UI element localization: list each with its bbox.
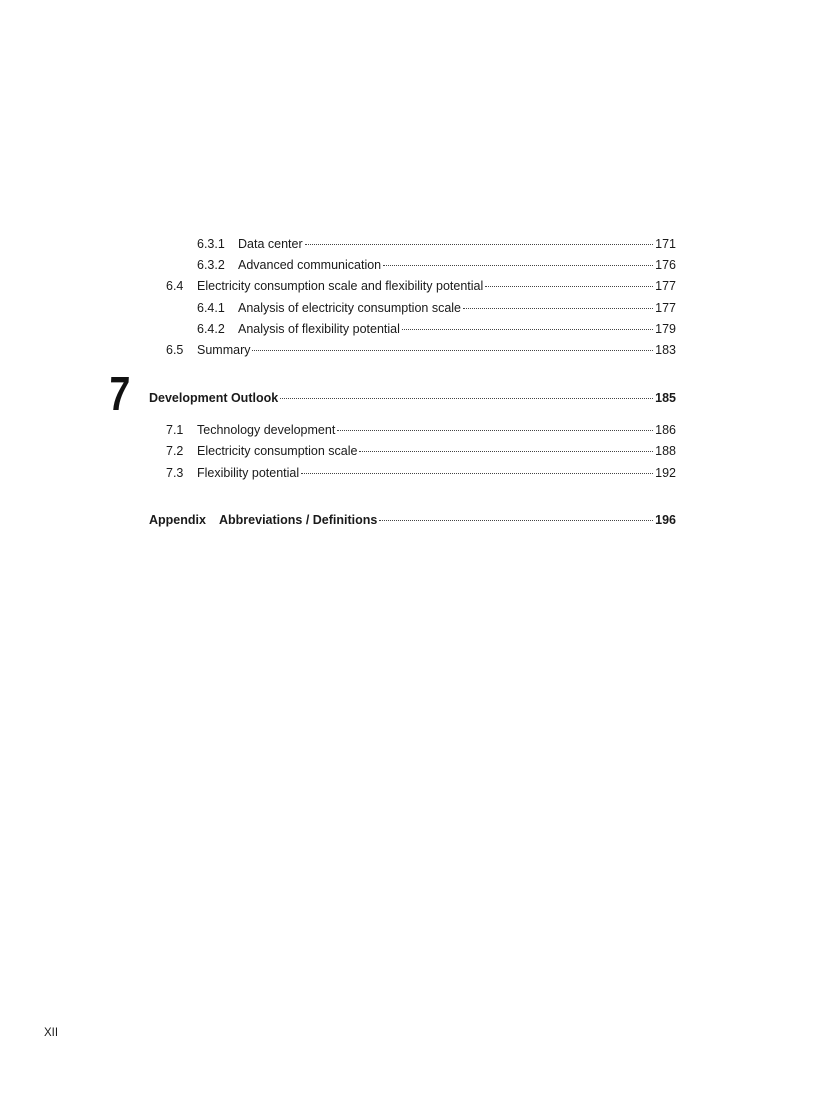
dot-leader [485, 272, 653, 287]
toc-chapter-page: 185 [655, 391, 676, 405]
toc-appendix[interactable] [149, 509, 676, 528]
toc-entry-6-4[interactable] [166, 275, 676, 294]
toc-entry-number: 6.3.1 [197, 237, 225, 251]
toc-entry-title: Data center [238, 237, 303, 251]
toc-entry-6-4-1[interactable] [197, 297, 676, 316]
dot-leader [301, 459, 653, 474]
toc-entry-page: 192 [655, 466, 676, 480]
dot-leader [305, 230, 654, 245]
dot-leader [252, 336, 653, 351]
toc-entry-title: Advanced communication [238, 258, 382, 272]
toc-entry-page: 177 [655, 301, 676, 315]
toc-entry-title: Analysis of flexibility potential [238, 322, 400, 336]
toc-entry-title: Technology development [197, 423, 336, 437]
toc-entry-6-5[interactable] [166, 339, 676, 358]
toc-entry-number: 7.2 [166, 444, 184, 458]
toc-appendix-title: Abbreviations / Definitions [219, 513, 378, 527]
toc-entry-7-3[interactable] [166, 462, 676, 481]
toc-entry-page: 171 [655, 237, 676, 251]
toc-entry-page: 179 [655, 322, 676, 336]
toc-entry-6-4-2[interactable] [197, 318, 676, 337]
toc-entry-number: 7.1 [166, 423, 184, 437]
toc-chapter-7[interactable] [149, 387, 676, 406]
toc-entry-number: 6.4.2 [197, 322, 225, 336]
toc-entry-number: 6.4 [166, 279, 184, 293]
dot-leader [379, 506, 653, 521]
toc-appendix-page: 196 [655, 513, 676, 527]
toc-entry-title: Electricity consumption scale and flexibility potential [197, 279, 484, 293]
toc-entry-page: 177 [655, 279, 676, 293]
page-number: XII [44, 1027, 59, 1039]
dot-leader [280, 384, 653, 399]
dot-leader [359, 437, 653, 452]
toc-entry-page: 183 [655, 343, 676, 357]
toc-entry-page: 176 [655, 258, 676, 272]
dot-leader [463, 294, 653, 309]
toc-entry-number: 6.5 [166, 343, 184, 357]
toc-entry-6-3-1[interactable] [197, 233, 676, 252]
dot-leader [383, 251, 653, 266]
toc-appendix-label: Appendix [149, 513, 206, 527]
toc-entry-7-1[interactable] [166, 419, 676, 438]
toc-entry-number: 7.3 [166, 466, 184, 480]
chapter-number: 7 [107, 368, 131, 421]
toc-entry-number: 6.3.2 [197, 258, 225, 272]
toc-entry-title: Analysis of electricity consumption scale [238, 301, 462, 315]
dot-leader [402, 315, 653, 330]
toc-entry-page: 186 [655, 423, 676, 437]
dot-leader [337, 416, 653, 431]
toc-entry-7-2[interactable] [166, 440, 676, 459]
toc-chapter-title: Development Outlook [149, 391, 279, 405]
toc-entry-title: Electricity consumption scale [197, 444, 358, 458]
toc-entry-6-3-2[interactable] [197, 254, 676, 273]
toc-entry-title: Flexibility potential [197, 466, 300, 480]
toc-entry-number: 6.4.1 [197, 301, 225, 315]
toc-entry-page: 188 [655, 444, 676, 458]
toc-entry-title: Summary [197, 343, 251, 357]
